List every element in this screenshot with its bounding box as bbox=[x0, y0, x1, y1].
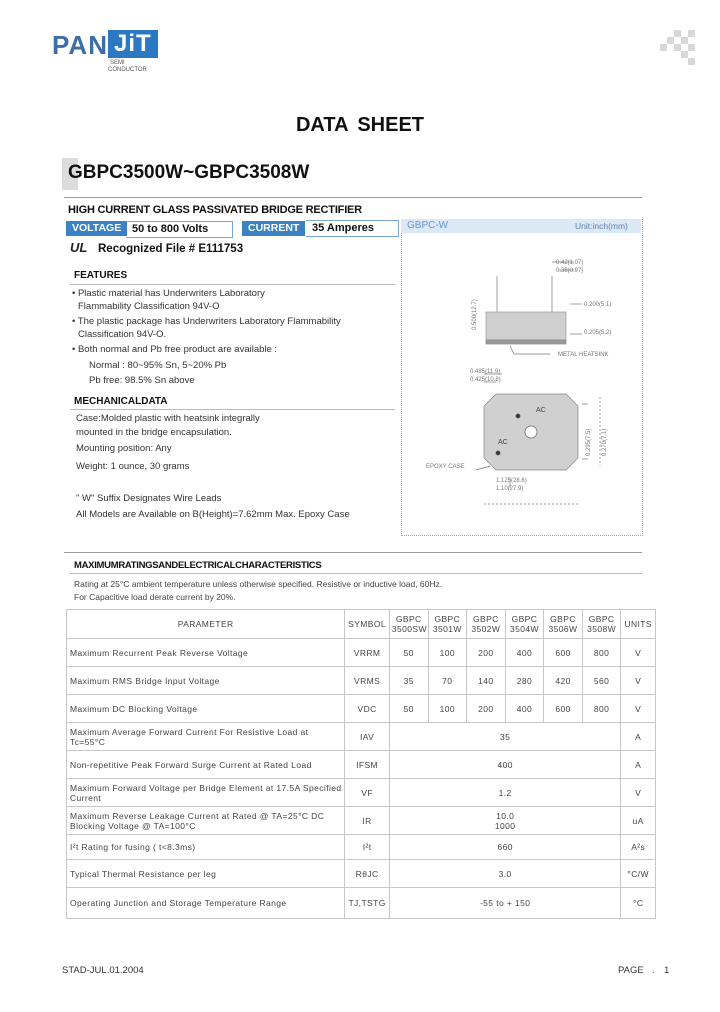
footer-date: STAD-JUL.01.2004 bbox=[62, 965, 144, 976]
value-cell: 600 bbox=[544, 695, 583, 723]
features-list bbox=[72, 288, 341, 388]
param-cell: Maximum Average Forward Current For Resistive Load at Tc=55°C bbox=[67, 723, 345, 751]
product-subtitle: HIGH CURRENT GLASS PASSIVATED BRIDGE RECTIFIER bbox=[68, 204, 362, 216]
value-cell: 35 bbox=[389, 667, 428, 695]
table-row bbox=[67, 695, 656, 723]
ratings-heading: MAXIMUMRATINGSANDELECTRICALCHARACTERISTICS bbox=[74, 560, 322, 571]
dim-label: 1.125(28.6) bbox=[496, 478, 527, 484]
symbol-cell: TJ,TSTG bbox=[345, 888, 390, 919]
unit-cell: V bbox=[621, 779, 656, 807]
model-line: 3501W bbox=[432, 624, 462, 634]
mounting-hole bbox=[525, 426, 537, 438]
header-model bbox=[389, 610, 428, 639]
value-cell: 600 bbox=[544, 639, 583, 667]
merged-value-cell: 1.2 bbox=[389, 779, 620, 807]
model-line: 3508W bbox=[587, 624, 617, 634]
value-cell: 200 bbox=[467, 695, 506, 723]
mechanical-line: Mounting position: Any bbox=[76, 443, 172, 454]
merged-value-cell: 660 bbox=[389, 835, 620, 860]
dim-label: 0.485(11.9) bbox=[470, 369, 501, 375]
metal-heatsink-label: METAL HEATSINK bbox=[558, 352, 609, 358]
epoxy-case-label: EPOXY CASE bbox=[426, 464, 465, 470]
table-row bbox=[67, 835, 656, 860]
features-rule bbox=[70, 284, 395, 285]
value-cell: 50 bbox=[389, 639, 428, 667]
header-model bbox=[428, 610, 467, 639]
ratings-note-2: For Capacitive load derate current by 20%. bbox=[74, 592, 236, 602]
model-line: 3500SW bbox=[391, 624, 427, 634]
pin-dot bbox=[496, 451, 500, 455]
page-title: DATA SHEET bbox=[295, 114, 425, 136]
value-cell: 140 bbox=[467, 667, 506, 695]
ratings-table-body bbox=[67, 639, 656, 919]
ul-mark-icon: UL bbox=[70, 240, 88, 255]
symbol-cell: IAV bbox=[345, 723, 390, 751]
feature-line: • The plastic package has Underwriters Laboratory Flammability bbox=[72, 316, 341, 327]
param-cell: Maximum Forward Voltage per Bridge Element at 17.5A Specified Current bbox=[67, 779, 345, 807]
value-cell: 560 bbox=[582, 667, 621, 695]
param-cell: Operating Junction and Storage Temperature Range bbox=[67, 888, 345, 919]
footer-page-separator: . bbox=[652, 965, 655, 976]
mechanical-notes bbox=[76, 493, 350, 521]
value-cell: 100 bbox=[428, 695, 467, 723]
model-line: GBPC bbox=[473, 614, 499, 624]
model-line: GBPC bbox=[511, 614, 538, 624]
merged-value-cell: 35 bbox=[389, 723, 620, 751]
package-drawing bbox=[402, 234, 640, 532]
unit-cell: °C bbox=[621, 888, 656, 919]
merged-value-cell: 3.0 bbox=[389, 860, 620, 888]
header-model bbox=[544, 610, 583, 639]
value-cell: 280 bbox=[505, 667, 544, 695]
ratings-table bbox=[66, 609, 656, 919]
part-number: GBPC3500W~GBPC3508W bbox=[68, 162, 310, 183]
unit-cell: uA bbox=[621, 807, 656, 835]
value-cell: 400 bbox=[505, 639, 544, 667]
header-parameter: PARAMETER bbox=[67, 610, 345, 639]
ratings-note-1: Rating at 25°C ambient temperature unless otherwise specified. Resistive or inductive load, 60Hz. bbox=[74, 579, 443, 589]
mechanical-list bbox=[76, 413, 260, 473]
model-line: GBPC bbox=[588, 614, 615, 624]
mechanical-heading: MECHANICALDATA bbox=[74, 396, 168, 407]
ac-label: AC bbox=[498, 439, 508, 446]
dim-label: 0.500(12.7) bbox=[472, 299, 478, 330]
dim-label: 0.42(1.07) bbox=[556, 260, 584, 266]
header-symbol: SYMBOL bbox=[345, 610, 390, 639]
table-row bbox=[67, 860, 656, 888]
leader-line bbox=[510, 346, 514, 354]
feature-line: • Plastic material has Underwriters Laboratory bbox=[72, 288, 265, 299]
model-line: GBPC bbox=[395, 614, 422, 624]
unit-cell: V bbox=[621, 695, 656, 723]
mechanical-line: mounted in the bridge encapsulation. bbox=[76, 426, 232, 438]
voltage-value: 50 to 800 Volts bbox=[126, 221, 233, 238]
param-cell: Non-repetitive Peak Forward Surge Current at Rated Load bbox=[67, 751, 345, 779]
merged-value-cell: 400 bbox=[389, 751, 620, 779]
value-cell: 400 bbox=[505, 695, 544, 723]
dim-label: 0.295(7.5) bbox=[586, 428, 592, 456]
feature-line: Pb free: 98.5% Sn above bbox=[89, 375, 195, 386]
recognized-file: Recognized File # E111753 bbox=[98, 243, 244, 255]
table-row bbox=[67, 751, 656, 779]
ratings-rule bbox=[70, 573, 642, 574]
unit-cell: A²s bbox=[621, 835, 656, 860]
title-rule bbox=[64, 197, 642, 198]
symbol-cell: RθJC bbox=[345, 860, 390, 888]
dim-label: 0.425(10.8) bbox=[470, 377, 501, 383]
mechanical-line: Weight: 1 ounce, 30 grams bbox=[76, 460, 190, 472]
header-model bbox=[582, 610, 621, 639]
table-row bbox=[67, 667, 656, 695]
logo-semi-line: SEMI bbox=[110, 60, 125, 66]
value-cell: 200 bbox=[467, 639, 506, 667]
value-cell: 50 bbox=[389, 695, 428, 723]
value-cell: 420 bbox=[544, 667, 583, 695]
symbol-cell: VF bbox=[345, 779, 390, 807]
diagram-unit: Unit:inch(mm) bbox=[575, 221, 628, 231]
model-line: 3506W bbox=[548, 624, 578, 634]
model-line: GBPC bbox=[434, 614, 461, 624]
unit-cell: A bbox=[621, 751, 656, 779]
unit-cell: V bbox=[621, 639, 656, 667]
value-cell: 100 bbox=[428, 639, 467, 667]
symbol-cell: IFSM bbox=[345, 751, 390, 779]
symbol-cell: I²t bbox=[345, 835, 390, 860]
current-value: 35 Amperes bbox=[306, 220, 399, 237]
param-cell: Typical Thermal Resistance per leg bbox=[67, 860, 345, 888]
diagram-series: GBPC-W bbox=[407, 220, 449, 231]
dim-label: 0.200(5.1) bbox=[584, 302, 612, 308]
ratings-top-rule bbox=[64, 552, 642, 553]
dim-label: 0.205(5.2) bbox=[584, 330, 612, 336]
table-row bbox=[67, 723, 656, 751]
mechanical-note: " W" Suffix Designates Wire Leads bbox=[76, 493, 222, 504]
decorative-squares bbox=[652, 30, 702, 70]
feature-line: Normal : 80~95% Sn, 5~20% Pb bbox=[89, 359, 227, 371]
mechanical-note: All Models are Available on B(Height)=7.62mm Max. Epoxy Case bbox=[76, 508, 350, 520]
param-cell: I²t Rating for fusing ( t<8.3ms) bbox=[67, 835, 345, 860]
header-units: UNITS bbox=[621, 610, 656, 639]
unit-cell: °C/W bbox=[621, 860, 656, 888]
header-model bbox=[467, 610, 506, 639]
mechanical-line: Case:Molded plastic with heatsink integrally bbox=[76, 413, 260, 424]
param-cell: Maximum RMS Bridge Input Voltage bbox=[67, 667, 345, 695]
param-cell: Maximum DC Blocking Voltage bbox=[67, 695, 345, 723]
symbol-cell: IR bbox=[345, 807, 390, 835]
features-heading: FEATURES bbox=[74, 270, 128, 281]
side-body bbox=[486, 312, 566, 340]
value-cell: 70 bbox=[428, 667, 467, 695]
value-cell: 800 bbox=[582, 695, 621, 723]
logo-conductor-line: CONDUCTOR bbox=[108, 67, 147, 73]
voltage-tag: VOLTAGE bbox=[66, 221, 127, 236]
footer-page-label: PAGE bbox=[618, 965, 644, 976]
merged-value-cell: -55 to + 150 bbox=[389, 888, 620, 919]
feature-line: • Both normal and Pb free product are available : bbox=[72, 344, 278, 355]
leader-line bbox=[476, 466, 490, 470]
pin-dot bbox=[516, 414, 520, 418]
dim-label: 1.10(27.9) bbox=[496, 486, 524, 492]
model-line: GBPC bbox=[550, 614, 576, 624]
unit-cell: V bbox=[621, 667, 656, 695]
ac-label: AC bbox=[536, 407, 546, 414]
footer-page-number: 1 bbox=[664, 965, 670, 976]
table-row bbox=[67, 888, 656, 919]
param-cell: Maximum Reverse Leakage Current at Rated @ TA=25°C DC Blocking Voltage @ TA=100°C bbox=[67, 807, 345, 835]
dim-label: 0.38(0.97) bbox=[556, 268, 584, 274]
table-row bbox=[67, 807, 656, 835]
unit-cell: A bbox=[621, 723, 656, 751]
param-cell: Maximum Recurrent Peak Reverse Voltage bbox=[67, 639, 345, 667]
current-tag: CURRENT bbox=[242, 221, 305, 236]
merged-value-cell: 10.0 1000 bbox=[389, 807, 620, 835]
brand-logo-pan: PAN bbox=[52, 30, 108, 60]
model-line: 3502W bbox=[471, 624, 501, 634]
table-row bbox=[67, 639, 656, 667]
feature-line: Classification 94V-O. bbox=[78, 328, 167, 340]
brand-logo-subtitle bbox=[108, 60, 147, 74]
symbol-cell: VRMS bbox=[345, 667, 390, 695]
feature-line: Flammability Classification 94V-O bbox=[78, 300, 220, 312]
table-row bbox=[67, 779, 656, 807]
header-model bbox=[505, 610, 544, 639]
brand-logo-jit: JiT bbox=[108, 30, 158, 58]
mechanical-rule bbox=[70, 409, 395, 410]
symbol-cell: VRRM bbox=[345, 639, 390, 667]
value-cell: 800 bbox=[582, 639, 621, 667]
heatsink-plate bbox=[486, 340, 566, 344]
dim-label: 0.270(7.1) bbox=[602, 428, 608, 456]
symbol-cell: VDC bbox=[345, 695, 390, 723]
model-line: 3504W bbox=[509, 624, 539, 634]
table-header-row bbox=[67, 610, 656, 639]
